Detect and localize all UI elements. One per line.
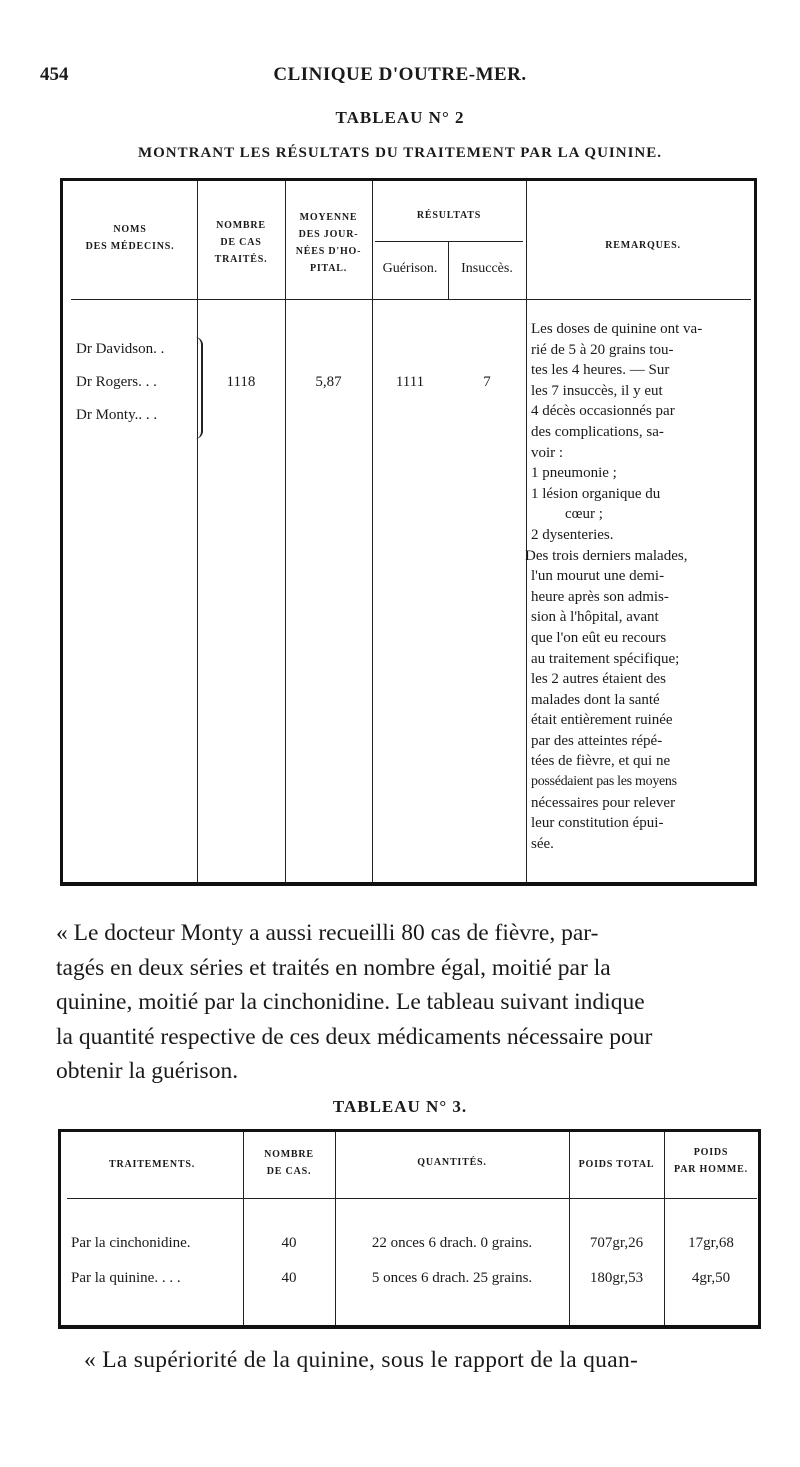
remarques-line: 1 pneumonie ; <box>531 465 617 482</box>
table2-title: TABLEAU N° 2 <box>335 108 465 127</box>
paragraph-line: la quantité respective de ces deux médicaments nécessaire pour <box>56 1023 653 1050</box>
header-rule <box>71 299 751 300</box>
poids-homme-cell: 4gr,50 <box>691 1270 731 1286</box>
remarques-line: voir : <box>531 444 564 461</box>
medecin-name: Dr Rogers. . . <box>76 374 157 390</box>
remarques-line: heure après son admis- <box>531 588 669 605</box>
insucces-value: 7 <box>483 374 491 390</box>
header-traitements: TRAITEMENTS. <box>108 1159 195 1170</box>
running-title: CLINIQUE D'OUTRE-MER. <box>273 64 527 85</box>
nombre-cell: 40 <box>281 1270 297 1286</box>
remarques-line: au traitement spécifique; <box>531 650 680 667</box>
remarques-line: nécessaires pour relever <box>531 794 676 811</box>
poids-homme-cell: 17gr,68 <box>688 1235 734 1251</box>
remarques-line: malades dont la santé <box>531 691 660 708</box>
remarques-line: tées de fièvre, et qui ne <box>531 753 671 770</box>
remarques-line: sion à l'hôpital, avant <box>531 609 659 626</box>
remarques-line: 4 décès occasionnés par <box>531 403 675 420</box>
column-divider <box>285 181 286 882</box>
header-insucces: Insuccès. <box>461 261 513 276</box>
remarques-line: les 2 autres étaient des <box>531 671 666 688</box>
column-divider <box>372 181 373 882</box>
moyenne-jours-value: 5,87 <box>315 374 342 390</box>
poids-total-cell: 707gr,26 <box>589 1235 644 1251</box>
guerison-value: 1111 <box>395 374 425 390</box>
quantite-cell: 5 onces 6 drach. 25 grains. <box>371 1270 533 1286</box>
page-number: 454 <box>40 64 69 85</box>
table3 <box>58 1129 761 1329</box>
table2 <box>60 178 757 886</box>
header-guerison: Guérison. <box>382 261 438 276</box>
column-divider <box>197 181 198 882</box>
results-rule <box>375 241 523 242</box>
remarques-line: était entièrement ruinée <box>531 712 673 729</box>
remarques-line: 2 dysenteries. <box>531 526 614 543</box>
remarques-line: les 7 insuccès, il y eut <box>531 382 663 399</box>
header-nombre: NOMBRE DE CAS. <box>264 1149 314 1177</box>
remarques-line: par des atteintes répé- <box>531 732 663 749</box>
remarques-line: rié de 5 à 20 grains tou- <box>531 341 674 358</box>
table3-title: TABLEAU N° 3. <box>332 1097 468 1116</box>
paragraph-line: « Le docteur Monty a aussi recueilli 80 cas de fièvre, par- <box>56 920 599 946</box>
nombre-cell: 40 <box>281 1235 297 1251</box>
remarques-line: sée. <box>531 835 554 852</box>
poids-total-cell: 180gr,53 <box>589 1270 644 1286</box>
header-rule <box>67 1198 757 1199</box>
remarques-line: l'un mourut une demi- <box>531 568 665 585</box>
header-resultats: RÉSULTATS <box>416 210 482 221</box>
remarques-line: leur constitution épui- <box>531 815 664 832</box>
header-quantites: QUANTITÉS. <box>417 1157 487 1168</box>
quantite-cell: 22 onces 6 drach. 0 grains. <box>371 1235 533 1251</box>
remarques-line: Des trois derniers malades, <box>525 547 688 564</box>
remarques-line: possédaient pas les moyens <box>531 774 677 790</box>
remarques-line: Les doses de quinine ont va- <box>531 321 703 337</box>
page-header <box>0 64 800 94</box>
header-moyenne: MOYENNE DES JOUR- NÉES D'HO- PITAL. <box>295 212 362 274</box>
nombre-cas-value: 1118 <box>226 374 256 390</box>
final-line: « La supériorité de la quinine, sous le rapport de la quan- <box>84 1347 639 1373</box>
header-nombre: NOMBRE DE CAS TRAITÉS. <box>214 220 268 265</box>
remarques-line: que l'on eût eu recours <box>531 629 667 646</box>
remarques-line: 1 lésion organique du <box>531 485 661 502</box>
paragraph-line: obtenir la guérison. <box>56 1058 239 1084</box>
header-poids-homme: POIDS PAR HOMME. <box>674 1147 748 1175</box>
remarques-line: tes les 4 heures. — Sur <box>531 362 670 379</box>
medecin-name: Dr Monty.. . . <box>76 407 158 423</box>
remarques-text <box>525 319 756 854</box>
medecin-name: Dr Davidson. . <box>76 341 165 357</box>
traitement-cell: Par la quinine. . . . <box>71 1270 181 1286</box>
paragraph-line: quinine, moitié par la cinchonidine. Le tableau suivant indique <box>56 989 645 1015</box>
remarques-line: des complications, sa- <box>531 423 664 440</box>
table2-subtitle: MONTRANT LES RÉSULTATS DU TRAITEMENT PAR LA QUININE. <box>137 145 663 161</box>
body-paragraph <box>56 916 761 1089</box>
traitement-cell: Par la cinchonidine. <box>71 1235 191 1251</box>
remarques-line: cœur ; <box>565 506 603 523</box>
paragraph-line: tagés en deux séries et traités en nombre égal, moitié par la <box>56 954 611 981</box>
header-poids-total: POIDS TOTAL <box>578 1159 655 1170</box>
header-remarques: REMARQUES. <box>605 240 681 251</box>
header-noms: NOMS DES MÉDECINS. <box>85 224 175 252</box>
column-divider <box>526 181 527 882</box>
